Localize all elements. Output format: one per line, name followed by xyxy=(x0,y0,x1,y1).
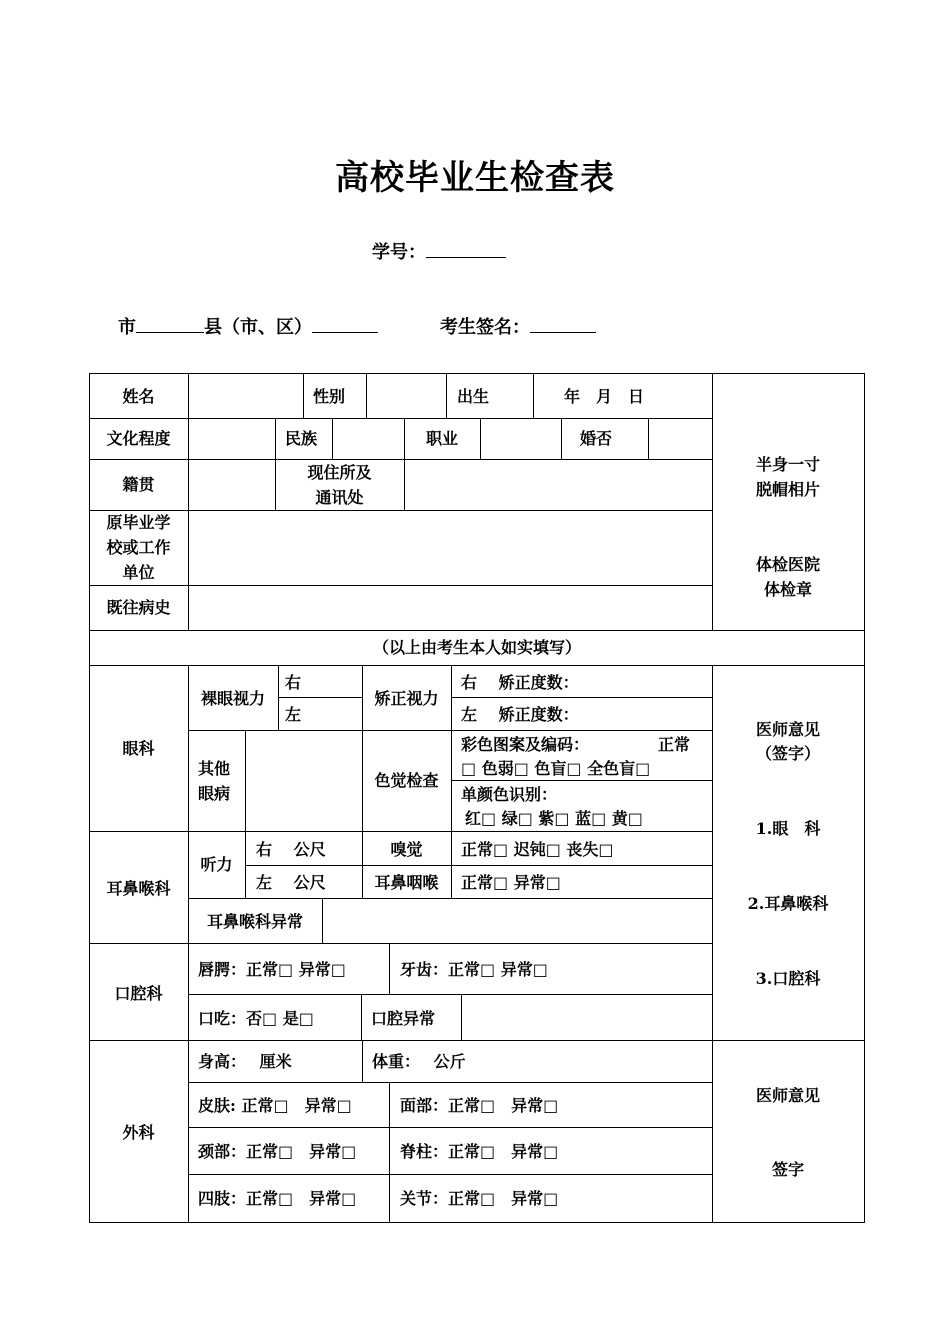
height-label: 身高： 厘米 xyxy=(198,1052,292,1071)
lip-palate-options[interactable]: 唇腭：正常□ 异常□ xyxy=(198,960,346,979)
signature-line xyxy=(440,313,596,339)
gender-label: 性别 xyxy=(313,387,346,406)
page-title: 高校毕业生检查表 xyxy=(335,158,615,198)
surgery-section-label: 外科 xyxy=(122,1123,155,1142)
smell-options[interactable]: 正常□ 迟钝□ 丧失□ xyxy=(461,840,614,859)
color-check-label: 色觉检查 xyxy=(374,771,439,790)
doctor-oral-label: 3.口腔科 xyxy=(755,969,821,988)
student-id-line xyxy=(372,238,506,264)
location-line xyxy=(118,313,378,339)
mono-color-options[interactable]: 红□ 绿□ 紫□ 蓝□ 黄□ xyxy=(465,809,643,828)
birth-date-label: 年 月 日 xyxy=(564,387,645,406)
signature-field[interactable] xyxy=(530,314,596,333)
surgery-sign-label: 签字 xyxy=(771,1160,804,1179)
student-id-label: 学号： xyxy=(372,242,426,263)
self-fill-note: （以上由考生本人如实填写） xyxy=(372,638,581,657)
doctor-eye-label: 1.眼 科 xyxy=(755,819,821,838)
doctor-sign-label: （签字） xyxy=(755,744,820,763)
hearing-left-label: 左 公尺 xyxy=(256,873,326,892)
city-label: 市 xyxy=(118,317,136,338)
surgery-opinion-label: 医师意见 xyxy=(755,1086,820,1105)
birth-label: 出生 xyxy=(457,387,490,406)
photo-label-line1: 半身一寸 xyxy=(755,455,820,474)
school-label-line3: 单位 xyxy=(122,563,155,582)
corrected-vision-label: 矫正视力 xyxy=(374,689,439,708)
hearing-label: 听力 xyxy=(200,855,233,874)
color-options[interactable]: □ 色弱□ 色盲□ 全色盲□ xyxy=(461,759,651,778)
color-normal-label: 正常 xyxy=(658,735,691,754)
mono-color-label: 单颜色识别： xyxy=(461,785,558,804)
spine-options[interactable]: 脊柱：正常□ 异常□ xyxy=(400,1142,559,1161)
face-options[interactable]: 面部：正常□ 异常□ xyxy=(400,1096,559,1115)
throat-label: 耳鼻咽喉 xyxy=(374,873,439,892)
stamp-label-line2: 体检章 xyxy=(763,580,812,599)
oral-section-label: 口腔科 xyxy=(114,984,163,1003)
doctor-opinion-label: 医师意见 xyxy=(755,720,820,739)
weight-label: 体重： 公斤 xyxy=(372,1052,466,1071)
right-degree-label: 右 矫正度数： xyxy=(461,673,579,692)
marital-label: 婚否 xyxy=(580,429,613,448)
naked-vision-label: 裸眼视力 xyxy=(200,689,265,708)
eye-section-label: 眼科 xyxy=(122,739,155,758)
name-label: 姓名 xyxy=(122,387,155,406)
ent-section-label: 耳鼻喉科 xyxy=(106,879,171,898)
city-field[interactable] xyxy=(136,314,204,333)
naked-left-label: 左 xyxy=(285,705,302,724)
education-label: 文化程度 xyxy=(106,429,171,448)
skin-options[interactable]: 皮肤: 正常□ 异常□ xyxy=(198,1096,352,1115)
stamp-label-line1: 体检医院 xyxy=(755,555,820,574)
occupation-label: 职业 xyxy=(426,429,459,448)
joints-options[interactable]: 关节：正常□ 异常□ xyxy=(400,1189,559,1208)
naked-right-label: 右 xyxy=(285,673,302,692)
other-eye-label-line2: 眼病 xyxy=(198,784,231,803)
ent-abnormal-label: 耳鼻喉科异常 xyxy=(206,912,303,931)
doctor-ent-label: 2.耳鼻喉科 xyxy=(747,894,829,913)
limbs-options[interactable]: 四肢：正常□ 异常□ xyxy=(198,1189,357,1208)
smell-label: 嗅觉 xyxy=(390,840,423,859)
county-label: 县（市、区） xyxy=(204,317,312,338)
hearing-right-label: 右 公尺 xyxy=(256,840,326,859)
signature-label: 考生签名： xyxy=(440,317,530,338)
neck-options[interactable]: 颈部：正常□ 异常□ xyxy=(198,1142,357,1161)
student-id-field[interactable] xyxy=(426,239,506,258)
native-place-label: 籍贯 xyxy=(122,475,155,494)
left-degree-label: 左 矫正度数： xyxy=(461,705,579,724)
throat-options[interactable]: 正常□ 异常□ xyxy=(461,873,561,892)
color-pattern-label: 彩色图案及编码： xyxy=(461,735,590,754)
county-field[interactable] xyxy=(312,314,378,333)
ethnicity-label: 民族 xyxy=(285,429,318,448)
oral-abnormal-label: 口腔异常 xyxy=(371,1009,436,1028)
teeth-options[interactable]: 牙齿：正常□ 异常□ xyxy=(400,960,548,979)
history-label: 既往病史 xyxy=(106,598,171,617)
photo-label-line2: 脱帽相片 xyxy=(755,480,820,499)
address-label-line2: 通讯处 xyxy=(315,488,364,507)
other-eye-label-line1: 其他 xyxy=(198,759,231,778)
school-label-line1: 原毕业学 xyxy=(106,513,171,532)
school-label-line2: 校或工作 xyxy=(106,538,171,557)
address-label-line1: 现住所及 xyxy=(307,463,372,482)
stutter-options[interactable]: 口吃：否□ 是□ xyxy=(198,1009,314,1028)
